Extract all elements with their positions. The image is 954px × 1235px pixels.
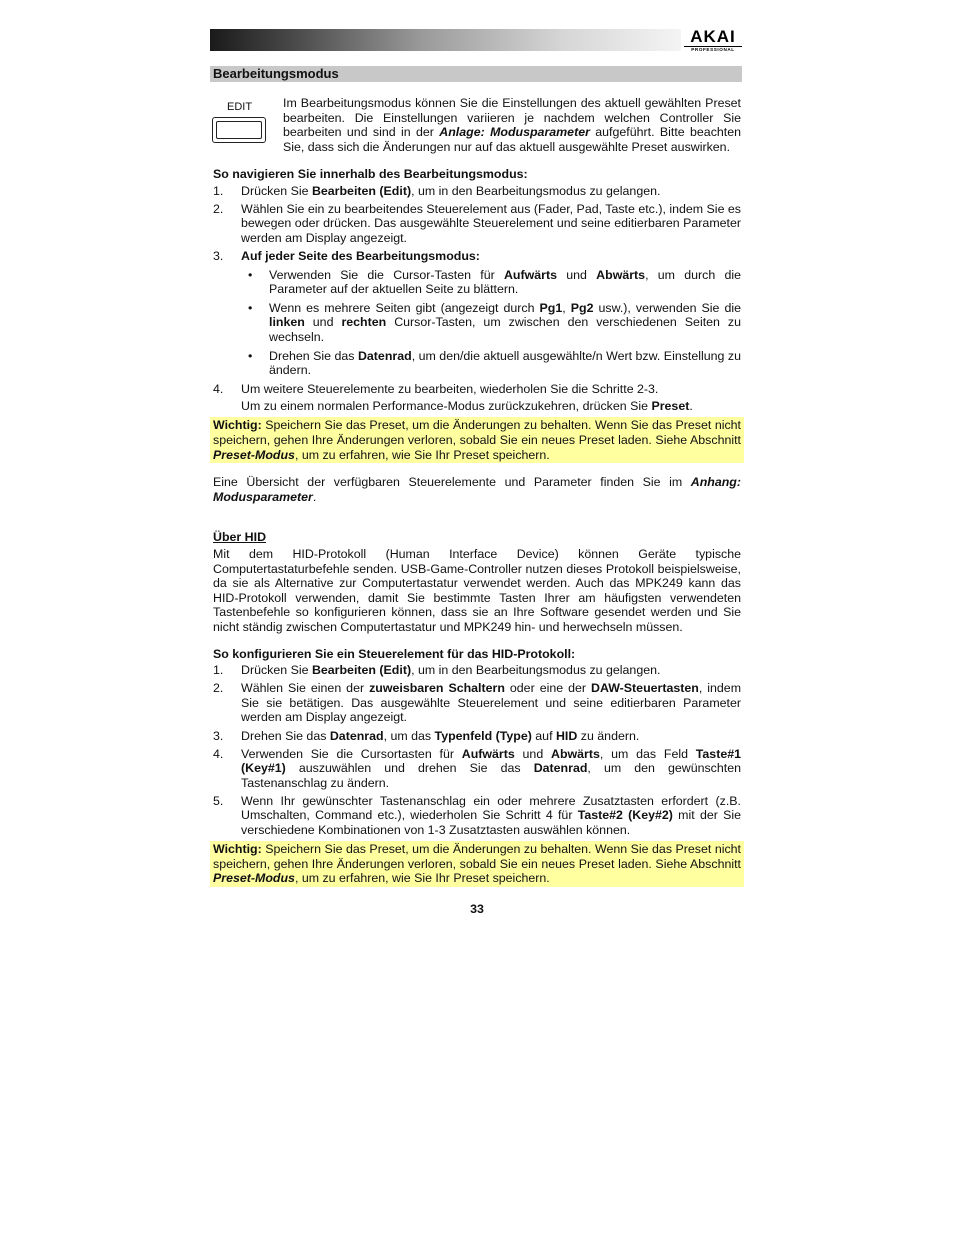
hid-config-heading: So konfigurieren Sie ein Steuerelement für das HID-Protokoll: xyxy=(213,646,576,661)
list-item: 2. Wählen Sie ein zu bearbeitendes Steuerelement aus (Fader, Pad, Taste etc.), indem Sie es bewegen oder drücken. Das ausgewählte Steuerelement und seine editierbaren Parameter werden am Display angezeigt. xyxy=(213,201,741,245)
list-item: 5. Wenn Ihr gewünschter Tastenanschlag ein oder mehrere Zusatztasten erfordert (z.B. Umschalten, Command etc.), wiederholen Sie Schritt 4 für Taste#2 (Key#2) mit der Sie verschiedene Kombinationen von 1-3 Zusatztasten auswählen können. xyxy=(213,793,741,838)
hid-paragraph: Mit dem HID-Protokoll (Human Interface Device) können Geräte typische Computertastaturbefehle senden. USB-Game-Controller nutzen dieses Protokoll beispielsweise, da sie als Alternative zur Computertastatur verwendet werden. Auch das MPK249 kann das HID-Protokoll verwenden, damit Sie bestimmte Tasten Ihrer am häufigsten verwendeten Tastenbefehle so konfigurieren können, dass sie an Ihre Software gesendet werden und Sie nicht ständig zwischen Computertastatur und MPK249 hin- und herwechseln müssen. xyxy=(213,546,741,634)
list-item: 3. Drehen Sie das Datenrad, um das Typenfeld (Type) auf HID zu ändern. xyxy=(213,728,640,743)
header-gradient-bar xyxy=(210,29,681,51)
section-title: Bearbeitungsmodus xyxy=(213,66,339,81)
important-note: Wichtig: Speichern Sie das Preset, um die Änderungen zu behalten. Wenn Sie das Preset nicht speichern, gehen Ihre Änderungen verloren, sobald Sie ein neues Preset laden. Siehe Abschnitt Preset-Modus, um zu erfahren, wie Sie Ihr Preset speichern. xyxy=(210,417,744,463)
main-content xyxy=(213,167,741,887)
bullet-item: • Wenn es mehrere Seiten gibt (angezeigt durch Pg1, Pg2 usw.), verwenden Sie die linken und rechten Cursor-Tasten, um zwischen den verschiedenen Seiten zu wechseln. xyxy=(248,300,741,344)
edit-button-label: EDIT xyxy=(227,101,253,113)
section-header-bar xyxy=(210,66,742,82)
list-item: 4. Um weitere Steuerelemente zu bearbeiten, wiederholen Sie die Schritte 2-3. Um zu einem normalen Performance-Modus zurückzukehren, drücken Sie Preset. xyxy=(213,381,693,414)
navigate-heading: So navigieren Sie innerhalb des Bearbeitungsmodus: xyxy=(213,167,528,181)
list-item: 1. Drücken Sie Bearbeiten (Edit), um in den Bearbeitungsmodus zu gelangen. xyxy=(213,663,661,678)
page-number: 33 xyxy=(470,902,484,916)
hid-section-title: Über HID xyxy=(213,530,267,545)
list-item: 1. Drücken Sie Bearbeiten (Edit), um in den Bearbeitungsmodus zu gelangen. xyxy=(213,183,661,198)
important-note-2: Wichtig: Speichern Sie das Preset, um die Änderungen zu behalten. Wenn Sie das Preset nicht speichern, gehen Ihre Änderungen verloren, sobald Sie ein neues Preset laden. Siehe Abschnitt Preset-Modus, um zu erfahren, wie Sie Ihr Preset speichern. xyxy=(210,841,744,887)
intro-paragraph: Im Bearbeitungsmodus können Sie die Einstellungen des aktuell gewählten Preset bearbeiten. Die Einstellungen variieren je nachdem welchen Controller Sie bearbeiten und sind in der Anlage: Modusparameter aufgeführt. Bitte beachten Sie, dass sich die Änderungen nur auf das aktuell ausgewählte Preset auswirken. xyxy=(283,96,741,154)
list-item: 2. Wählen Sie einen der zuweisbaren Schaltern oder eine der DAW-Steuertasten, indem Sie sie betätigen. Das ausgewählte Steuerelement und seine editierbaren Parameter werden am Display angezeigt. xyxy=(213,681,742,725)
bullet-item: • Drehen Sie das Datenrad, um den/die aktuell ausgewählte/n Wert bzw. Einstellung zu ändern. xyxy=(248,348,741,378)
overview-paragraph: Eine Übersicht der verfügbaren Steuerelemente und Parameter finden Sie im Anhang: Modusparameter. xyxy=(213,475,741,504)
hid-steps xyxy=(213,663,741,838)
navigate-steps xyxy=(213,184,741,414)
list-item: 4. Verwenden Sie die Cursortasten für Aufwärts und Abwärts, um das Feld Taste#1 (Key#1) auszuwählen und drehen Sie das Datenrad, um den gewünschten Tastenanschlag zu ändern. xyxy=(213,746,741,790)
akai-professional-logo: AKAI PROFESSIONAL xyxy=(684,29,742,51)
edit-button-inner-frame xyxy=(216,121,262,139)
list-item: 3. Auf jeder Seite des Bearbeitungsmodus: • Verwenden Sie die Cursor-Tasten für Aufwärts und Abwärts, um durch die Parameter auf der aktuellen Seite zu blättern. • Wenn es mehrere Seiten gibt (angezeigt durch Pg1, Pg2 usw.), verwenden Sie die linken und rechten Cursor-Tasten, um zwischen den verschiedenen Seiten zu wechseln. • Drehen Sie das Datenrad, um den/die aktuell ausgewählte/n Wert bzw. Einstellung zu ändern. xyxy=(213,248,741,378)
bullet-item: • Verwenden Sie die Cursor-Tasten für Aufwärts und Abwärts, um durch die Parameter auf der aktuellen Seite zu blättern. xyxy=(248,267,741,297)
navigate-bullets xyxy=(241,268,741,378)
edit-button-illustration xyxy=(212,117,266,143)
